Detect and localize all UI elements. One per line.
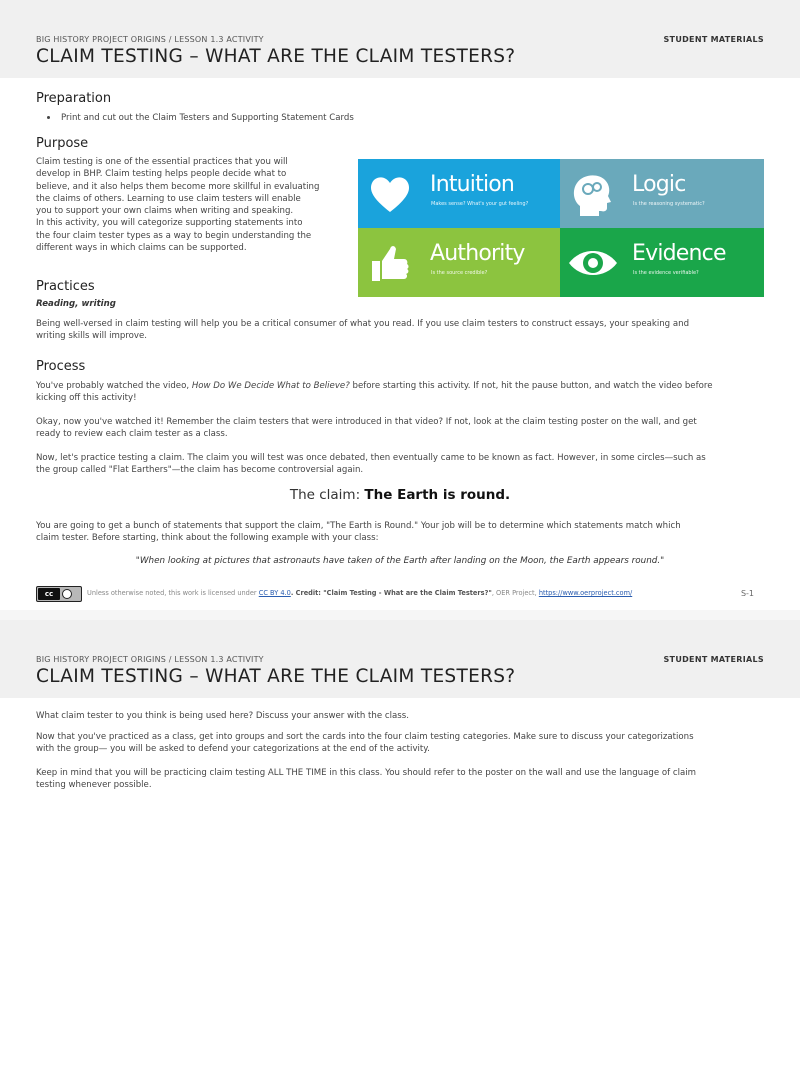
tester-subtitle: Makes sense? What's your gut feeling? xyxy=(431,201,529,207)
process-line xyxy=(36,380,766,392)
tester-name: Evidence xyxy=(632,241,726,266)
page-footer xyxy=(0,578,800,610)
tile-evidence xyxy=(560,228,764,297)
example-quote: "When looking at pictures that astronauts have taken of the Earth after landing on the Moon, the Earth appears round." xyxy=(135,556,665,566)
cc-license-icon xyxy=(36,586,82,602)
license-pre: Unless otherwise noted, this work is licensed under xyxy=(87,589,259,597)
by-person-icon xyxy=(62,589,72,599)
claim-label: The claim: xyxy=(289,487,365,503)
practices-text xyxy=(36,318,766,343)
process-line: Now, let's practice testing a claim. The claim you will test was once debated, then eventually came to be known as fact. However, in some circles—such as xyxy=(36,453,706,463)
process-paragraph-4 xyxy=(36,520,766,545)
page-number: S-1 xyxy=(740,589,754,598)
purpose-line: you to support your own claims when writing and speaking. xyxy=(36,206,294,217)
bullet-dot-icon xyxy=(47,116,50,119)
heart-icon xyxy=(364,168,416,220)
tester-name: Intuition xyxy=(430,172,515,197)
thumbs-up-icon xyxy=(364,237,416,289)
purpose-line: believe, and it also helps them become more skillful in evaluating xyxy=(36,181,320,192)
process-heading: Process xyxy=(36,359,86,374)
series-label: BIG HISTORY PROJECT ORIGINS / LESSON 1.3 ACTIVITY xyxy=(36,35,264,44)
credit-label: . Credit: xyxy=(290,589,324,597)
process-text: You've probably watched the video, xyxy=(36,381,192,391)
process-paragraph-3 xyxy=(36,452,766,477)
credit-post: , OER Project, xyxy=(491,589,539,597)
purpose-line: the claims of others. Learning to use claim testers will enable xyxy=(36,193,301,204)
process-line: kicking off this activity! xyxy=(36,393,137,404)
tester-subtitle: Is the reasoning systematic? xyxy=(633,201,705,207)
process-paragraph-2 xyxy=(36,416,766,441)
page2-line: testing whenever possible. xyxy=(36,780,152,791)
page2-line: Keep in mind that you will be practicing claim testing ALL THE TIME in this class. You should refer to the poster on the wall and use the language of claim xyxy=(36,768,697,778)
process-line: claim tester. Before starting, think about the following example with your class: xyxy=(36,533,379,544)
purpose-heading: Purpose xyxy=(36,136,89,151)
tester-subtitle: Is the source credible? xyxy=(431,270,488,276)
page2-line: Now that you've practiced as a class, get into groups and sort the cards into the four claim testing categories. Make sure to discuss your categorizations xyxy=(36,732,694,742)
tile-logic xyxy=(560,159,764,228)
practices-line: Being well-versed in claim testing will help you be a critical consumer of what you read. If you use claim testers to construct essays, your speaking and xyxy=(36,319,690,329)
purpose-line: different ways in which claims can be supported. xyxy=(36,243,247,254)
purpose-line: Claim testing is one of the essential practices that you will xyxy=(36,157,288,167)
cc-badge: cc xyxy=(38,588,60,600)
practices-subheading: Reading, writing xyxy=(36,299,116,309)
tester-subtitle: Is the evidence verifiable? xyxy=(633,270,699,276)
tile-authority xyxy=(358,228,560,297)
page2-paragraph-2 xyxy=(36,731,766,756)
materials-label: STUDENT MATERIALS xyxy=(663,35,764,44)
preparation-heading: Preparation xyxy=(36,91,112,106)
purpose-text xyxy=(36,156,348,254)
page-header xyxy=(0,620,800,698)
purpose-line: the four claim tester types as a way to begin understanding the xyxy=(36,230,312,241)
practices-line: writing skills will improve. xyxy=(36,331,148,342)
process-line: Okay, now you've watched it! Remember the claim testers that were introduced in that video? If not, look at the claim testing poster on the wall, and get xyxy=(36,417,697,427)
tester-name: Authority xyxy=(430,241,525,266)
credit-title: "Claim Testing - What are the Claim Testers?" xyxy=(323,589,492,597)
license-text xyxy=(87,589,632,597)
process-line: the group called "Flat Earthers"—the claim has become controversial again. xyxy=(36,465,364,476)
materials-label: STUDENT MATERIALS xyxy=(663,655,764,664)
head-gears-icon xyxy=(566,168,618,220)
purpose-line: develop in BHP. Claim testing helps people decide what to xyxy=(36,169,287,180)
page-title: CLAIM TESTING – WHAT ARE THE CLAIM TESTERS? xyxy=(36,46,516,67)
process-line: You are going to get a bunch of statements that support the claim, "The Earth is Round." Your job will be to determine which statements match which xyxy=(36,521,681,531)
purpose-line: In this activity, you will categorize supporting statements into xyxy=(36,218,303,229)
claim-statement xyxy=(0,487,800,503)
preparation-bullet-text: Print and cut out the Claim Testers and Supporting Statement Cards xyxy=(61,113,354,123)
process-line: ready to review each claim tester as a class. xyxy=(36,429,228,440)
oer-project-link[interactable]: https://www.oerproject.com/ xyxy=(538,589,633,597)
process-text: before starting this activity. If not, hit the pause button, and watch the video before xyxy=(349,381,713,391)
video-title: How Do We Decide What to Believe? xyxy=(191,381,350,391)
page-2 xyxy=(0,620,800,1066)
page-title: CLAIM TESTING – WHAT ARE THE CLAIM TESTERS? xyxy=(36,666,516,687)
series-label: BIG HISTORY PROJECT ORIGINS / LESSON 1.3 ACTIVITY xyxy=(36,655,264,664)
eye-icon xyxy=(562,237,624,289)
page2-paragraph-1: What claim tester to you think is being used here? Discuss your answer with the class. xyxy=(36,711,409,721)
page2-line: with the group— you will be asked to defend your categorizations at the end of the activity. xyxy=(36,744,430,755)
tester-name: Logic xyxy=(632,172,686,197)
preparation-bullet xyxy=(47,113,354,123)
claim-text: The Earth is round. xyxy=(364,487,511,503)
process-paragraph-1 xyxy=(36,380,766,405)
tile-intuition xyxy=(358,159,560,228)
practices-heading: Practices xyxy=(36,279,95,294)
license-link[interactable]: CC BY 4.0 xyxy=(258,589,291,597)
page-header xyxy=(0,0,800,78)
claim-testers-graphic xyxy=(358,159,764,297)
page2-paragraph-3 xyxy=(36,767,766,792)
